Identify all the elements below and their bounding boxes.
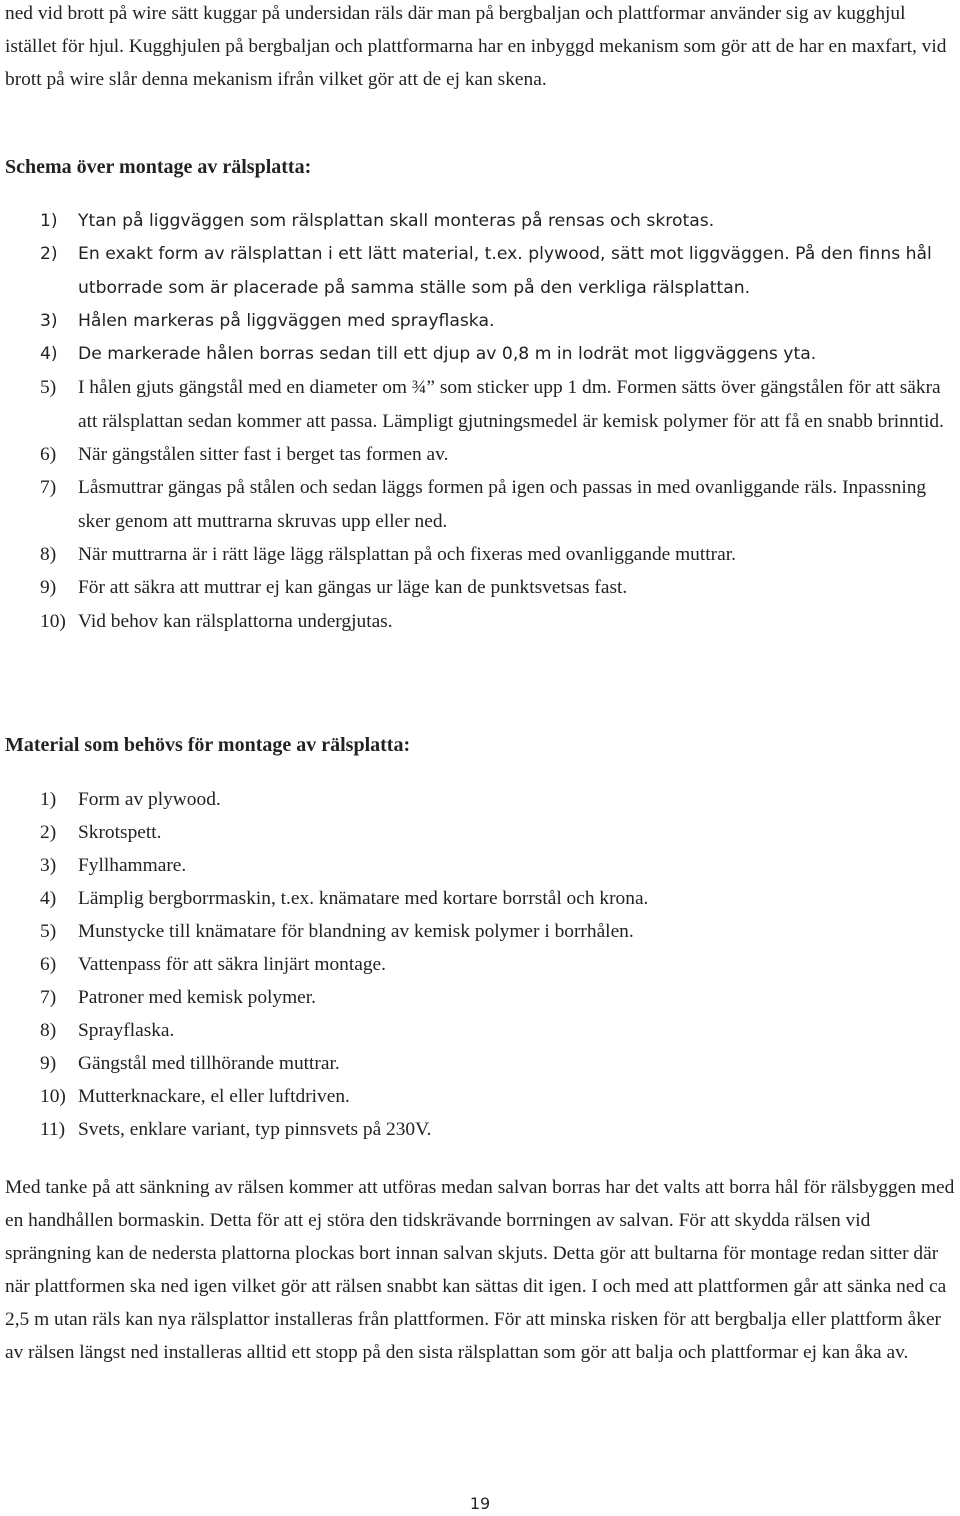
item-number: 2) xyxy=(40,822,57,843)
intro-paragraph: ned vid brott på wire sätt kuggar på undersidan räls där man på bergbaljan och plattformar använder sig av kugghjul istället för hjul. Kugghjulen på bergbaljan och plattformarna har en inbyggd mekanism som gör att de har en maxfart, vid brott på wire slår denna mekanism ifrån vilket gör att de ej kan skena. xyxy=(5,3,947,90)
list-item xyxy=(40,783,955,816)
list-item xyxy=(40,849,955,882)
item-number: 8) xyxy=(40,1020,57,1041)
item-text: Mutterknackare, el eller luftdriven. xyxy=(78,1086,350,1107)
item-number: 4) xyxy=(40,888,57,909)
list-item xyxy=(40,1014,955,1047)
item-text: Vid behov kan rälsplattorna undergjutas. xyxy=(78,610,393,632)
list-item xyxy=(40,1113,955,1146)
item-number: 9) xyxy=(40,577,57,599)
closing-paragraph: Med tanke på att sänkning av rälsen kommer att utföras medan salvan borras har det valts att borra hål för rälsbyggen med en handhållen bormaskin. Detta för att ej störa den tidskrävande borrningen av salvan. För att skydda rälsen vid sprängning kan de nedersta plattorna plockas bort innan salvan skjuts. Detta gör att bultarna för montage redan sitter där när plattformen ska ned igen vilket gör att rälsen snabbt kan sättas dit igen. I och med att plattformen går att sänka ned ca 2,5 m utan räls kan nya rälsplattor installeras från plattformen. För att minska risken för att bergbalja eller plattform åker av rälsen längst ned installeras alltid ett stopp på den sista rälsplattan som gör att balja och plattformar ej kan åka av. xyxy=(5,1177,955,1363)
schema-heading: Schema över montage av rälsplatta: xyxy=(5,156,312,178)
item-text: När gängstålen sitter fast i berget tas formen av. xyxy=(78,444,449,466)
page-number: 19 xyxy=(469,1494,491,1513)
item-text: Svets, enklare variant, typ pinnsvets på 230V. xyxy=(78,1119,432,1140)
item-number: 6) xyxy=(40,954,57,975)
item-text: Form av plywood. xyxy=(78,789,221,810)
item-number: 3) xyxy=(40,310,58,331)
material-heading: Material som behövs för montage av rälsplatta: xyxy=(5,734,411,756)
item-text: Sprayflaska. xyxy=(78,1020,175,1041)
item-text: Patroner med kemisk polymer. xyxy=(78,987,317,1008)
item-text: Hålen markeras på liggväggen med sprayflaska. xyxy=(78,310,495,331)
item-text: I hålen gjuts gängstål med en diameter om ¾” som sticker upp 1 dm. Formen sätts över gängstålen för att säkra att rälsplattan sedan kommer att passa. Lämpligt gjutningsmedel är kemisk polymer för att få en snabb brinntid. xyxy=(78,377,944,432)
item-number: 10) xyxy=(40,610,66,632)
list-item xyxy=(40,1080,955,1113)
list-item xyxy=(40,471,955,538)
material-list xyxy=(40,783,955,1146)
list-item xyxy=(40,338,955,371)
list-item xyxy=(40,438,955,471)
item-number: 1) xyxy=(40,211,58,231)
item-text: Skrotspett. xyxy=(78,822,162,843)
item-text: Munstycke till knämatare för blandning av kemisk polymer i borrhålen. xyxy=(78,921,634,942)
schema-list xyxy=(40,205,955,638)
item-text: Ytan på liggväggen som rälsplattan skall monteras på rensas och skrotas. xyxy=(78,211,715,231)
list-item xyxy=(40,981,955,1014)
item-number: 8) xyxy=(40,543,57,565)
item-number: 5) xyxy=(40,377,57,399)
list-item xyxy=(40,371,955,438)
item-text: De markerade hålen borras sedan till ett djup av 0,8 m in lodrät mot liggväggens yta. xyxy=(78,344,817,365)
item-text: Lämplig bergborrmaskin, t.ex. knämatare med kortare borrstål och krona. xyxy=(78,888,649,909)
item-number: 3) xyxy=(40,855,57,876)
item-text: Vattenpass för att säkra linjärt montage. xyxy=(78,954,386,975)
list-item xyxy=(40,882,955,915)
item-number: 6) xyxy=(40,444,57,466)
item-number: 11) xyxy=(40,1119,66,1140)
item-number: 9) xyxy=(40,1053,57,1074)
item-number: 2) xyxy=(40,244,58,265)
item-number: 1) xyxy=(40,789,57,810)
list-item xyxy=(40,205,955,238)
item-text: Fyllhammare. xyxy=(78,855,187,876)
item-text: Låsmuttrar gängas på stålen och sedan läggs formen på igen och passas in med ovanliggande räls. Inpassning sker genom att muttrarna skruvas upp eller ned. xyxy=(78,477,927,532)
list-item xyxy=(40,571,955,604)
list-item xyxy=(40,605,955,638)
list-item xyxy=(40,1047,955,1080)
list-item xyxy=(40,238,955,305)
list-item xyxy=(40,948,955,981)
item-text: Gängstål med tillhörande muttrar. xyxy=(78,1053,340,1074)
list-item xyxy=(40,816,955,849)
item-number: 4) xyxy=(40,344,58,365)
list-item xyxy=(40,305,955,338)
item-number: 7) xyxy=(40,987,57,1008)
item-number: 7) xyxy=(40,477,57,499)
list-item xyxy=(40,915,955,948)
list-item xyxy=(40,538,955,571)
item-number: 10) xyxy=(40,1086,66,1107)
item-text: En exakt form av rälsplattan i ett lätt material, t.ex. plywood, sätt mot liggväggen. På den finns hål utborrade som är placerade på samma ställe som på den verkliga rälsplattan. xyxy=(78,244,932,298)
item-number: 5) xyxy=(40,921,57,942)
item-text: När muttrarna är i rätt läge lägg rälsplattan på och fixeras med ovanliggande muttrar. xyxy=(78,543,736,565)
item-text: För att säkra att muttrar ej kan gängas ur läge kan de punktsvetsas fast. xyxy=(78,577,628,599)
